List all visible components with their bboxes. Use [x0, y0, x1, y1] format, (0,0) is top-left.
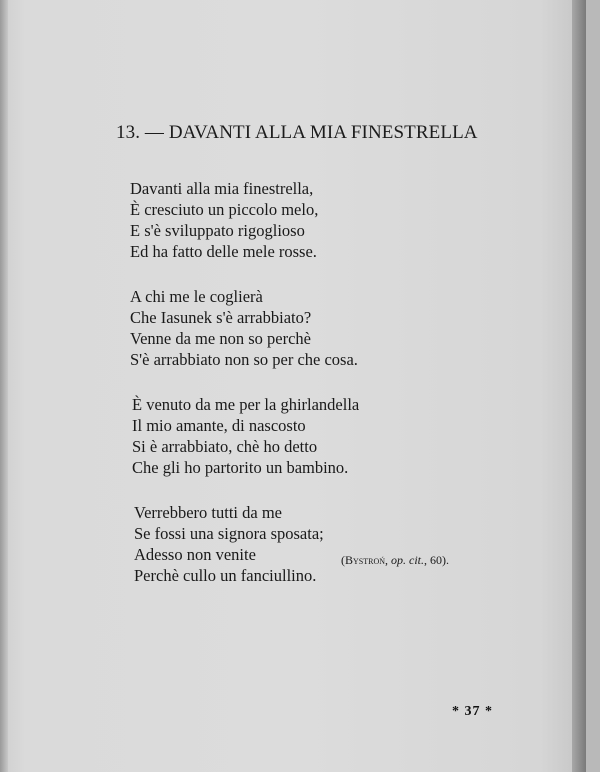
poem-line: Che gli ho partorito un bambino.: [132, 458, 349, 477]
poem-line: Che Iasunek s'è arrabbiato?: [130, 308, 312, 327]
citation-author: Bystroń: [345, 553, 386, 567]
poem-line: Ed ha fatto delle mele rosse.: [130, 242, 317, 261]
poem-line: È venuto da me per la ghirlandella: [132, 395, 360, 414]
citation-work: op. cit.: [391, 553, 425, 567]
poem-line: Verrebbero tutti da me: [134, 503, 282, 522]
poem-line: Davanti alla mia finestrella,: [130, 179, 314, 198]
left-page-edge: [0, 0, 8, 772]
stanza-4: [134, 502, 490, 586]
poem-line: Venne da me non so perchè: [130, 329, 311, 348]
poem-line: Perchè cullo un fanciullino.: [134, 566, 317, 585]
poem-line: S'è arrabbiato non so per che cosa.: [130, 350, 358, 369]
poem-title: 13. — DAVANTI ALLA MIA FINESTRELLA: [116, 122, 478, 143]
poem-line: Se fossi una signora sposata;: [134, 524, 324, 543]
citation-separator: ,: [385, 553, 392, 567]
stanza-2: [130, 286, 490, 370]
poem-line: Si è arrabbiato, chè ho detto: [132, 437, 318, 456]
poem-line: E s'è sviluppato rigoglioso: [130, 221, 305, 240]
citation-rest: , 60).: [424, 553, 450, 567]
right-page-edge: [572, 0, 586, 772]
stanza-1: [130, 178, 490, 262]
citation-open: (: [341, 553, 345, 567]
poem-line: Adesso non venite: [134, 545, 256, 564]
page-number: * 37 *: [452, 704, 493, 719]
poem-body: [130, 178, 490, 610]
poem-line: Il mio amante, di nascosto: [132, 416, 306, 435]
source-citation: [341, 553, 449, 568]
stanza-3: [132, 394, 490, 478]
book-page: [8, 0, 586, 772]
poem-line: A chi me le coglierà: [130, 287, 263, 306]
poem-line: È cresciuto un piccolo melo,: [130, 200, 319, 219]
